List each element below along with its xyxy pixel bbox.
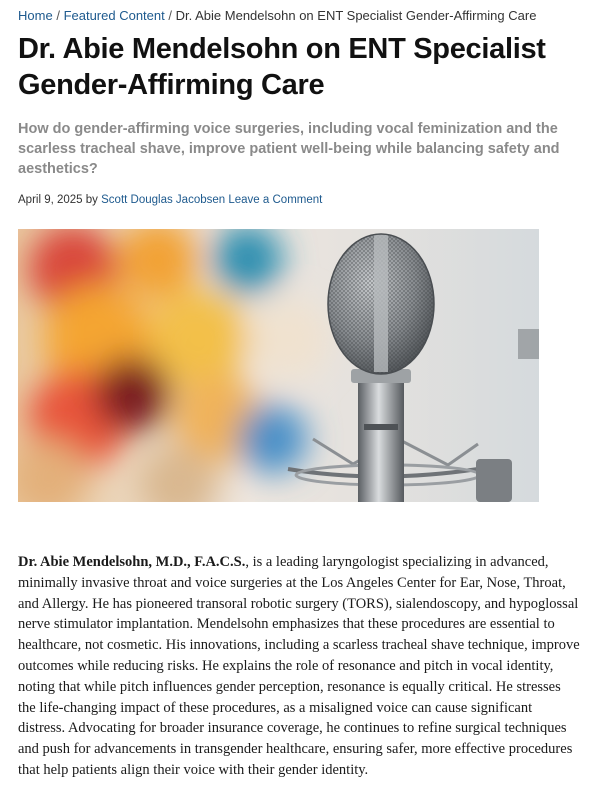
article-meta <box>18 193 582 207</box>
author-link[interactable]: Scott Douglas Jacobsen <box>101 194 226 206</box>
post-date: April 9, 2025 <box>18 194 83 206</box>
leave-comment-link[interactable]: Leave a Comment <box>228 194 323 206</box>
hero-image <box>18 229 539 502</box>
body-lead-name: Dr. Abie Mendelsohn, M.D., F.A.C.S. <box>18 554 246 570</box>
body-paragraph: , is a leading laryngologist specializing in advanced, minimally invasive throat and voice surgeries at the Los Angeles Center for Ear, Nose, Throat, and Allergy. He has pioneered transoral robotic surgery (TORS), sialendoscopy, and hypoglossal nerve stimulator implantation. Mendelsohn emphasizes that these procedures are essential to healthcare, not cosmetic. His innovations, including a scarless tracheal shave technique, improve outcomes while reducing risks. He explains the role of resonance and pitch in vocal identity, noting that while pitch influences gender perception, resonance is equally critical. He stresses the life-changing impact of these procedures, as a misaligned voice can cause significant distress. Advocating for broader insurance coverage, he continues to refine surgical techniques and push for advancements in transgender healthcare, ensuring safer, more effective procedures that help patients align their voice with their gender identity. <box>18 554 580 778</box>
microphone-photo <box>18 229 539 502</box>
byline-by: by <box>85 194 98 206</box>
breadcrumb-separator: / <box>168 8 172 23</box>
breadcrumb-home-link[interactable]: Home <box>18 8 53 23</box>
breadcrumb-separator: / <box>56 8 60 23</box>
article-body <box>18 552 582 781</box>
breadcrumb-current: Dr. Abie Mendelsohn on ENT Specialist Gender-Affirming Care <box>175 8 537 23</box>
breadcrumb-section-link[interactable]: Featured Content <box>63 8 165 23</box>
page-title: Dr. Abie Mendelsohn on ENT Specialist Gender-Affirming Care <box>18 33 546 101</box>
article-subtitle: How do gender-affirming voice surgeries, including vocal feminization and the scarless tracheal shave, improve patient well-being while balancing safety and aesthetics? <box>18 121 560 177</box>
breadcrumb <box>18 0 582 24</box>
